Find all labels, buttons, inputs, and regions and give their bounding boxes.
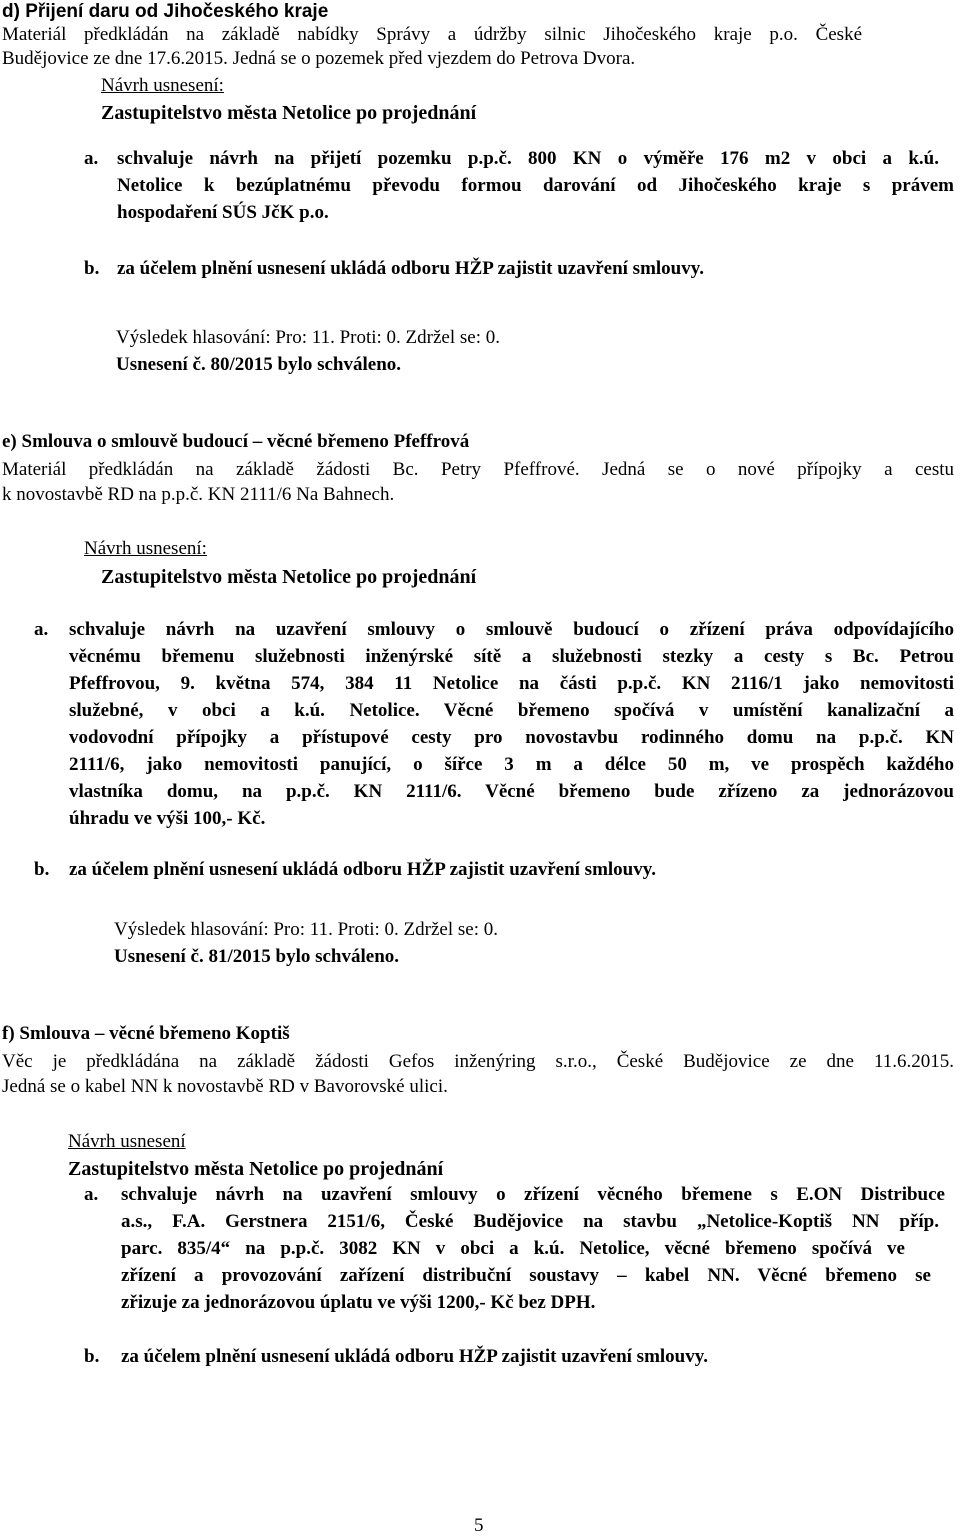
section-f-b-text: za účelem plnění usnesení ukládá odboru HŽP zajistit uzavření smlouvy. — [121, 1346, 708, 1367]
section-d-intro-line-2: Budějovice ze dne 17.6.2015. Jedná se o pozemek před vjezdem do Petrova Dvora. — [2, 48, 636, 69]
section-f-intro-line-1: Věc je předkládána na základě žádosti Gefos inženýring s.r.o., České Budějovice ze dne 11.6.2015. — [2, 1051, 954, 1072]
section-e-a-line-7: vlastníka domu, na p.p.č. KN 2111/6. Věcné břemeno bude zřízeno za jednorázovou — [69, 781, 954, 802]
section-e-intro-line-1: Materiál předkládán na základě žádosti Bc. Petry Pfeffrové. Jedná se o nové přípojky a cestu — [2, 459, 954, 480]
section-f-a-line-4: zřízení a provozování zařízení distribuční soustavy – kabel NN. Věcné břemeno se — [121, 1265, 931, 1286]
section-f-b-marker: b. — [84, 1346, 100, 1367]
page-number: 5 — [474, 1515, 484, 1536]
section-e-a-line-5: vodovodní přípojky a přístupové cesty pro novostavbu rodinného domu na p.p.č. KN — [69, 727, 954, 748]
section-f-proposal-label: Návrh usnesení — [68, 1131, 186, 1152]
section-e-a-line-3: Pfeffrovou, 9. května 574, 384 11 Netolice na části p.p.č. KN 2116/1 jako nemovitosti — [69, 673, 954, 694]
section-d-a-marker: a. — [84, 148, 99, 169]
section-d-resolution: Usnesení č. 80/2015 bylo schváleno. — [116, 354, 402, 375]
section-e-a-line-2: věcnému břemenu služebnosti inženýrské sítě a služebnosti stezky a cesty s Bc. Petrou — [69, 646, 954, 667]
section-d-council: Zastupitelstvo města Netolice po projednání — [101, 102, 477, 124]
section-f-council: Zastupitelstvo města Netolice po projednání — [68, 1158, 444, 1180]
section-f-a-line-2: a.s., F.A. Gerstnera 2151/6, České Budějovice na stavbu „Netolice-Koptiš NN příp. — [121, 1211, 939, 1232]
section-e-a-line-4: služebné, v obci a k.ú. Netolice. Věcné břemeno spočívá v umístění kanalizační a — [69, 700, 954, 721]
section-f-intro-line-2: Jedná se o kabel NN k novostavbě RD v Bavorovské ulici. — [2, 1076, 448, 1097]
section-d-a-line-1: schvaluje návrh na přijetí pozemku p.p.č. 800 KN o výměře 176 m2 v obci a k.ú. — [117, 148, 939, 169]
section-d-a-line-2: Netolice k bezúplatnému převodu formou darování od Jihočeského kraje s právem — [117, 175, 954, 196]
section-e-a-line-6: 2111/6, jako nemovitosti panující, o šířce 3 m a délce 50 m, ve prospěch každého — [69, 754, 954, 775]
section-e-council: Zastupitelstvo města Netolice po projednání — [101, 566, 477, 588]
section-d-b-marker: b. — [84, 258, 100, 279]
section-d-heading: d) Přijení daru od Jihočeského kraje — [2, 1, 329, 22]
section-e-b-text: za účelem plnění usnesení ukládá odboru HŽP zajistit uzavření smlouvy. — [69, 859, 656, 880]
section-e-a-line-1: schvaluje návrh na uzavření smlouvy o smlouvě budoucí o zřízení práva odpovídajícího — [69, 619, 954, 640]
section-e-vote: Výsledek hlasování: Pro: 11. Proti: 0. Zdržel se: 0. — [114, 919, 498, 940]
section-f-a-line-5: zřizuje za jednorázovou úplatu ve výši 1200,- Kč bez DPH. — [121, 1292, 596, 1313]
section-f-heading: f) Smlouva – věcné břemeno Koptiš — [2, 1023, 290, 1044]
section-e-a-marker: a. — [34, 619, 49, 640]
section-e-b-marker: b. — [34, 859, 50, 880]
section-d-vote: Výsledek hlasování: Pro: 11. Proti: 0. Zdržel se: 0. — [116, 327, 500, 348]
section-f-a-line-3: parc. 835/4“ na p.p.č. 3082 KN v obci a k.ú. Netolice, věcné břemeno spočívá ve — [121, 1238, 905, 1259]
section-d-b-text: za účelem plnění usnesení ukládá odboru HŽP zajistit uzavření smlouvy. — [117, 258, 704, 279]
section-e-proposal-label: Návrh usnesení: — [84, 538, 207, 559]
section-d-proposal-label: Návrh usnesení: — [101, 75, 224, 96]
section-e-heading: e) Smlouva o smlouvě budoucí – věcné břemeno Pfeffrová — [2, 431, 470, 452]
section-e-a-line-8: úhradu ve výši 100,- Kč. — [69, 808, 266, 829]
section-f-a-marker: a. — [84, 1184, 99, 1205]
section-e-resolution: Usnesení č. 81/2015 bylo schváleno. — [114, 946, 400, 967]
section-e-intro-line-2: k novostavbě RD na p.p.č. KN 2111/6 Na Bahnech. — [2, 484, 395, 505]
section-f-a-line-1: schvaluje návrh na uzavření smlouvy o zřízení věcného břemene s E.ON Distribuce — [121, 1184, 945, 1205]
section-d-intro-line-1: Materiál předkládán na základě nabídky Správy a údržby silnic Jihočeského kraje p.o. České — [2, 24, 862, 45]
section-d-a-line-3: hospodaření SÚS JčK p.o. — [117, 202, 329, 223]
